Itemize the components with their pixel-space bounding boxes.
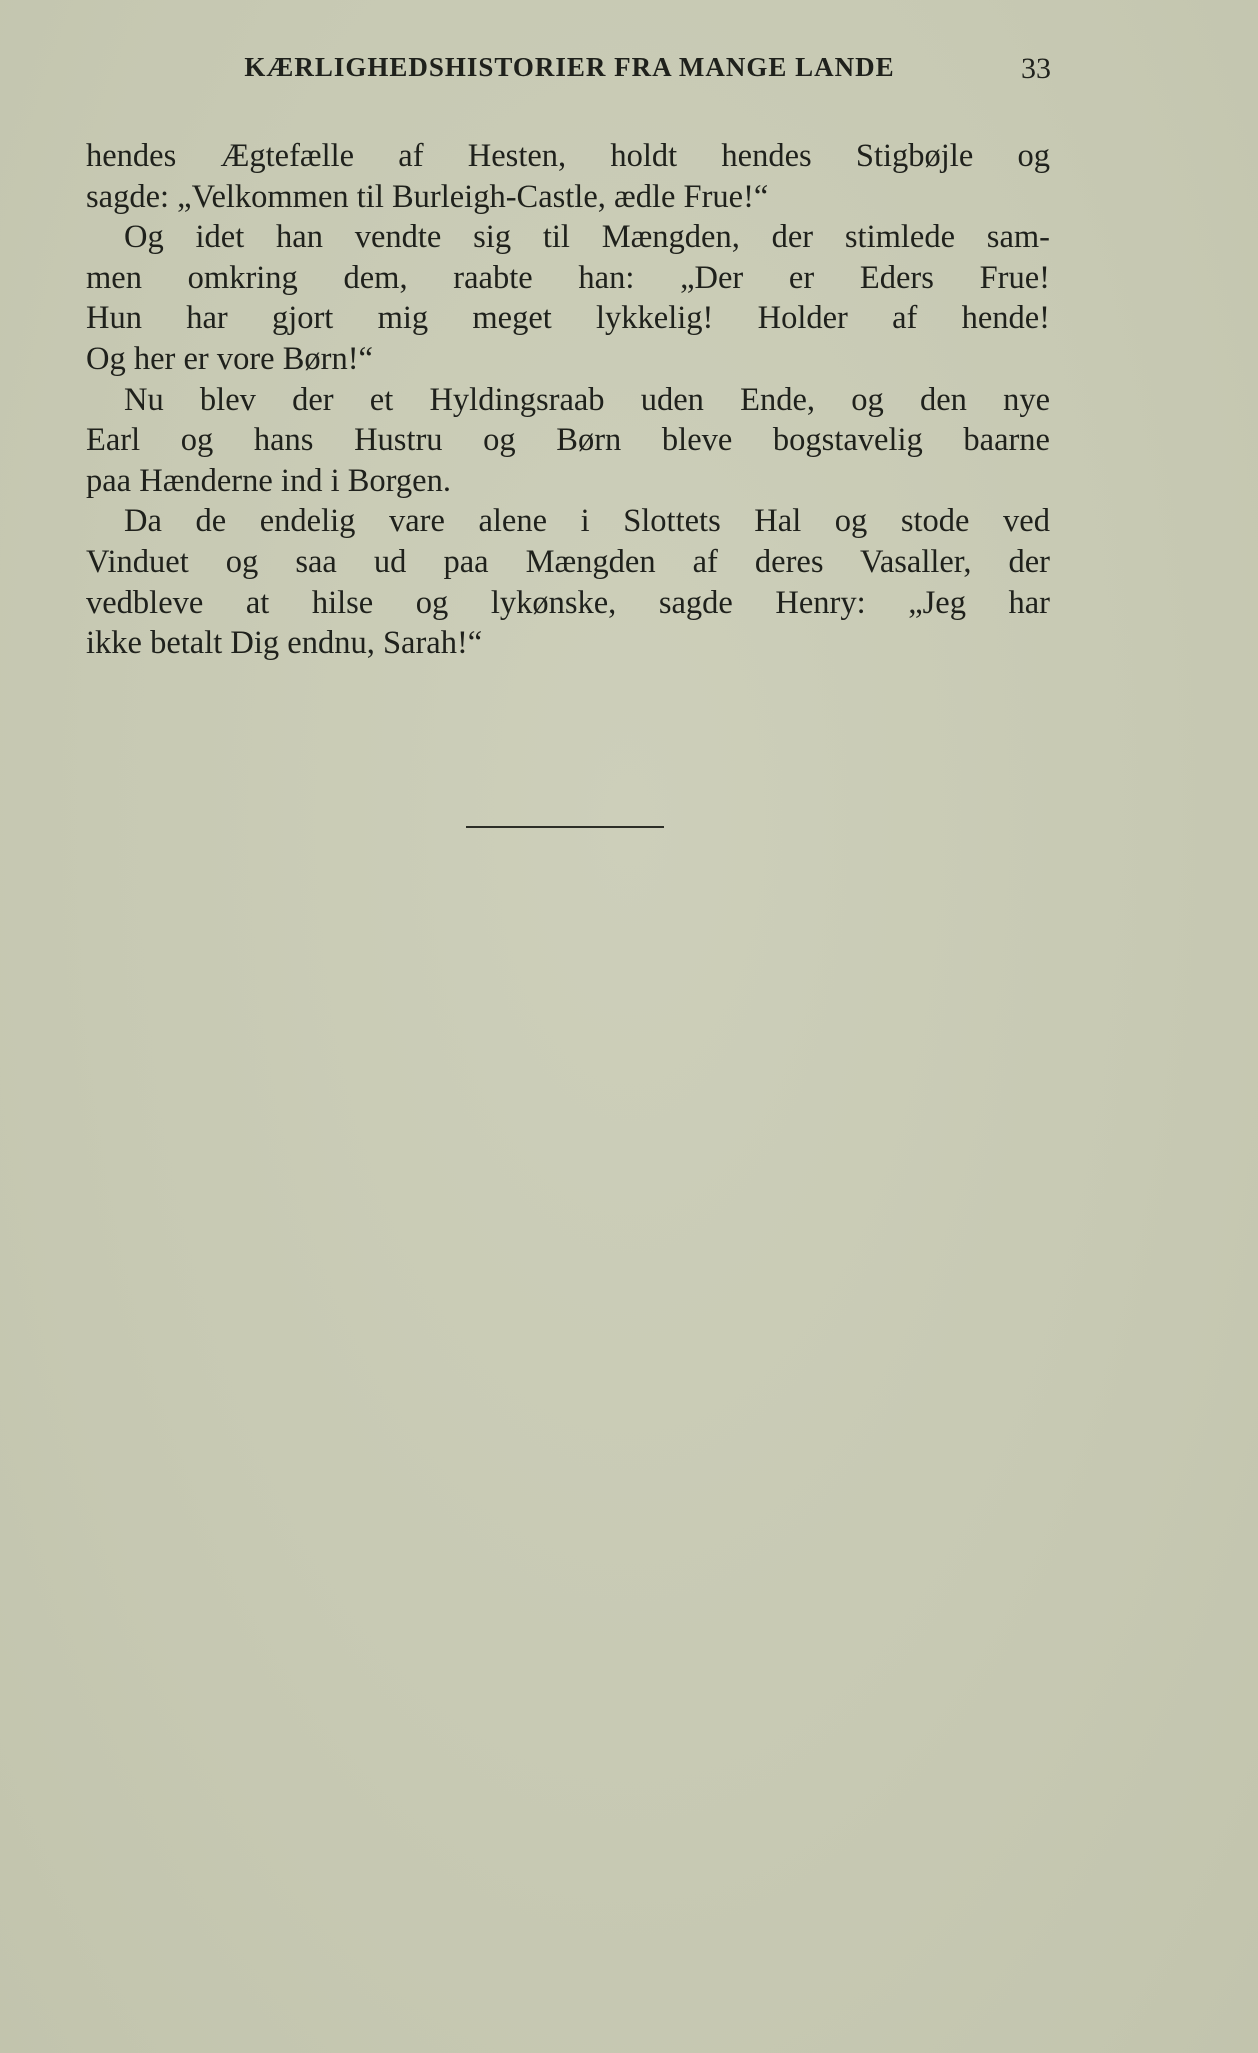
running-head: KÆRLIGHEDSHISTORIER FRA MANGE LANDE: [244, 52, 895, 82]
text-line: Nu blev der et Hyldingsraab uden Ende, og den nye: [124, 381, 1050, 418]
text-line: Og idet han vendte sig til Mængden, der stimlede sam-: [124, 219, 1050, 256]
text-line: sagde: „Velkommen til Burleigh-Castle, ædle Frue!“: [86, 178, 769, 215]
section-end-rule: [466, 826, 664, 828]
page-number: 33: [1021, 52, 1051, 85]
text-line: men omkring dem, raabte han: „Der er Eders Frue!: [86, 259, 1050, 296]
text-line: vedbleve at hilse og lykønske, sagde Henry: „Jeg har: [86, 584, 1050, 621]
body-text: [86, 136, 1050, 664]
text-line: paa Hænderne ind i Borgen.: [86, 462, 451, 499]
text-line: Earl og hans Hustru og Børn bleve bogstavelig baarne: [86, 422, 1050, 459]
text-line: Og her er vore Børn!“: [86, 340, 373, 377]
text-line: hendes Ægtefælle af Hesten, holdt hendes Stigbøjle og: [86, 138, 1050, 174]
text-line: Vinduet og saa ud paa Mængden af deres Vasaller, der: [86, 543, 1050, 580]
text-line: Hun har gjort mig meget lykkelig! Holder af hende!: [86, 300, 1050, 337]
text-line: Da de endelig vare alene i Slottets Hal og stode ved: [124, 503, 1050, 540]
text-line: ikke betalt Dig endnu, Sarah!“: [86, 625, 483, 662]
